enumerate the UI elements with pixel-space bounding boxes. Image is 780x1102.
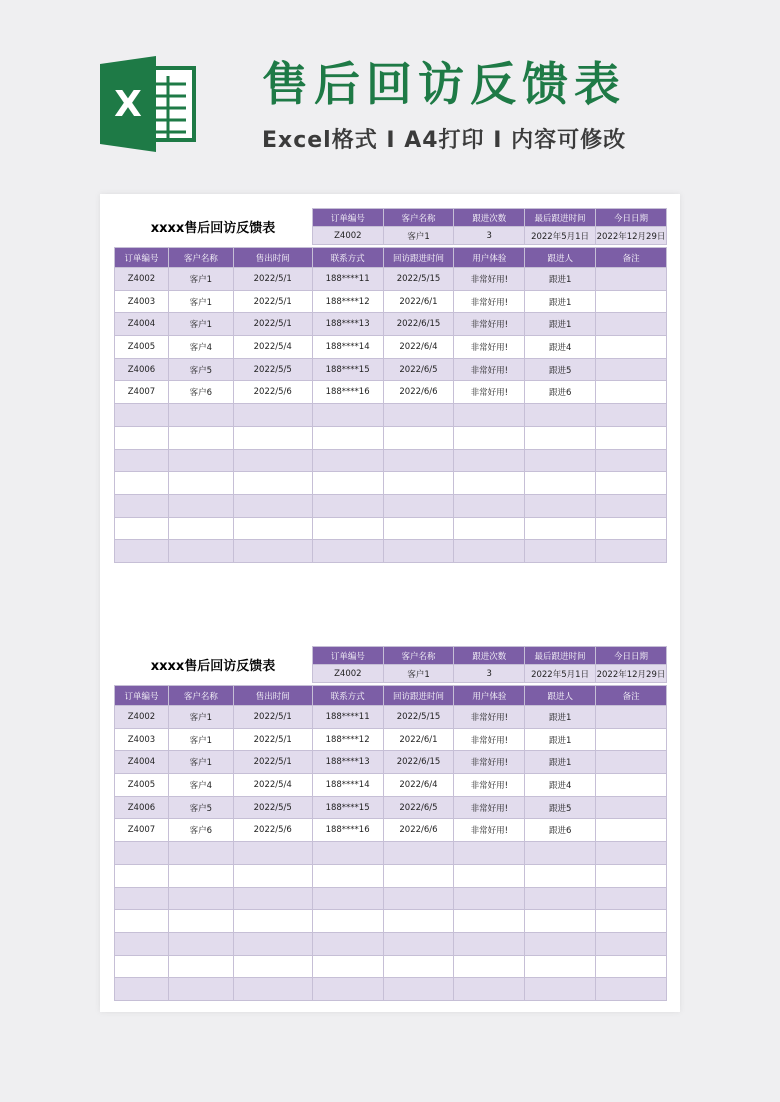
table-cell[interactable]: Z4007 (115, 381, 169, 404)
table-cell[interactable] (525, 472, 596, 495)
table-cell[interactable] (525, 404, 596, 427)
column-header: 售出时间 (233, 686, 312, 706)
info-header-cell: 订单编号 (313, 209, 384, 227)
table-cell[interactable] (454, 932, 525, 955)
table-cell[interactable] (383, 517, 454, 540)
table-cell[interactable] (596, 313, 667, 336)
table-cell[interactable] (525, 955, 596, 978)
page-subtitle: Excel格式 I A4打印 I 内容可修改 (262, 128, 627, 153)
column-header: 联系方式 (312, 686, 383, 706)
table-cell[interactable]: 客户1 (168, 706, 233, 729)
table-cell[interactable] (383, 978, 454, 1001)
table-cell[interactable] (525, 494, 596, 517)
table-cell[interactable] (454, 978, 525, 1001)
table-cell[interactable]: 2022/5/15 (383, 268, 454, 291)
table-row (115, 887, 667, 910)
table-cell[interactable] (168, 426, 233, 449)
table-row (115, 796, 667, 819)
table-cell[interactable] (383, 540, 454, 563)
column-header: 回访跟进时间 (383, 686, 454, 706)
table-cell[interactable]: 2022/6/15 (383, 751, 454, 774)
table-row (115, 268, 667, 291)
table-cell[interactable] (312, 932, 383, 955)
table-cell[interactable]: 客户1 (168, 728, 233, 751)
info-value-cell[interactable]: 2022年12月29日 (596, 665, 667, 683)
table-cell[interactable]: 客户4 (168, 774, 233, 797)
info-value-cell[interactable]: 3 (454, 227, 525, 245)
table-cell[interactable]: 跟进5 (525, 358, 596, 381)
table-cell[interactable]: 跟进6 (525, 381, 596, 404)
table-cell[interactable]: 跟进1 (525, 728, 596, 751)
info-header-cell: 最后跟进时间 (525, 647, 596, 665)
table-cell[interactable] (168, 910, 233, 933)
table-cell[interactable] (233, 517, 312, 540)
table-row (115, 819, 667, 842)
table-cell[interactable] (383, 449, 454, 472)
table-cell[interactable] (312, 978, 383, 1001)
table-cell[interactable] (596, 494, 667, 517)
table-cell[interactable] (312, 494, 383, 517)
table-cell[interactable] (596, 540, 667, 563)
table-cell[interactable]: 2022/5/6 (233, 819, 312, 842)
table-cell[interactable]: 188****12 (312, 290, 383, 313)
table-cell[interactable] (596, 336, 667, 359)
table-cell[interactable] (383, 864, 454, 887)
table-cell[interactable] (115, 404, 169, 427)
table-cell[interactable]: 非常好用! (454, 336, 525, 359)
table-cell[interactable] (454, 842, 525, 865)
table-cell[interactable] (525, 449, 596, 472)
table-cell[interactable] (312, 540, 383, 563)
table-cell[interactable] (168, 978, 233, 1001)
table-cell[interactable] (596, 955, 667, 978)
table-row (115, 449, 667, 472)
table-row (115, 494, 667, 517)
table-cell[interactable]: 2022/5/1 (233, 268, 312, 291)
table-cell[interactable] (596, 978, 667, 1001)
table-cell[interactable]: 188****15 (312, 796, 383, 819)
info-header-cell: 今日日期 (596, 209, 667, 227)
table-cell[interactable]: Z4003 (115, 290, 169, 313)
table-cell[interactable] (525, 932, 596, 955)
table-cell[interactable] (596, 774, 667, 797)
table-cell[interactable] (383, 955, 454, 978)
table-cell[interactable]: 非常好用! (454, 728, 525, 751)
info-value-cell[interactable]: 3 (454, 665, 525, 683)
info-header-cell: 客户名称 (383, 209, 454, 227)
table-cell[interactable] (596, 358, 667, 381)
table-cell[interactable] (312, 517, 383, 540)
table-cell[interactable] (454, 540, 525, 563)
table-row (115, 358, 667, 381)
column-header: 跟进人 (525, 686, 596, 706)
table-row (115, 540, 667, 563)
column-header: 售出时间 (233, 248, 312, 268)
table-cell[interactable]: 非常好用! (454, 313, 525, 336)
table-cell[interactable] (115, 540, 169, 563)
table-cell[interactable]: 跟进5 (525, 796, 596, 819)
table-cell[interactable] (525, 910, 596, 933)
table-cell[interactable]: 客户4 (168, 336, 233, 359)
table-cell[interactable]: 188****11 (312, 268, 383, 291)
table-cell[interactable] (115, 842, 169, 865)
info-header-cell: 客户名称 (383, 647, 454, 665)
table-cell[interactable]: 跟进1 (525, 290, 596, 313)
table-cell[interactable] (454, 517, 525, 540)
column-header: 跟进人 (525, 248, 596, 268)
table-row (115, 706, 667, 729)
table-cell[interactable] (168, 932, 233, 955)
column-header: 用户体验 (454, 248, 525, 268)
column-header: 订单编号 (115, 686, 169, 706)
table-cell[interactable]: Z4002 (115, 706, 169, 729)
table-row (115, 290, 667, 313)
table-cell[interactable]: Z4006 (115, 796, 169, 819)
column-header: 客户名称 (168, 686, 233, 706)
table-cell[interactable] (233, 978, 312, 1001)
table-cell[interactable]: 非常好用! (454, 819, 525, 842)
info-value-cell[interactable]: 2022年12月29日 (596, 227, 667, 245)
table-row (115, 842, 667, 865)
table-cell[interactable]: 非常好用! (454, 706, 525, 729)
table-row (115, 517, 667, 540)
table-cell[interactable]: 2022/6/6 (383, 819, 454, 842)
table-cell[interactable]: 188****13 (312, 751, 383, 774)
table-cell[interactable] (168, 494, 233, 517)
table-cell[interactable]: 2022/6/1 (383, 290, 454, 313)
table-cell[interactable]: 非常好用! (454, 751, 525, 774)
table-cell[interactable] (312, 864, 383, 887)
table-cell[interactable] (312, 910, 383, 933)
table-row (115, 955, 667, 978)
table-cell[interactable] (454, 955, 525, 978)
table-row (115, 313, 667, 336)
table-cell[interactable] (233, 404, 312, 427)
table-cell[interactable] (312, 887, 383, 910)
table-cell[interactable]: 跟进1 (525, 313, 596, 336)
table-cell[interactable]: 2022/5/4 (233, 336, 312, 359)
table-cell[interactable]: 2022/5/1 (233, 706, 312, 729)
table-cell[interactable]: 2022/6/4 (383, 336, 454, 359)
table-cell[interactable] (596, 706, 667, 729)
table-cell[interactable]: 跟进1 (525, 751, 596, 774)
table-cell[interactable] (233, 955, 312, 978)
table-cell[interactable] (454, 494, 525, 517)
table-cell[interactable]: 客户1 (168, 290, 233, 313)
feedback-table (114, 685, 667, 1001)
table-cell[interactable] (596, 268, 667, 291)
table-cell[interactable] (168, 449, 233, 472)
table-cell[interactable]: 客户6 (168, 819, 233, 842)
table-cell[interactable]: 188****14 (312, 774, 383, 797)
table-cell[interactable] (233, 864, 312, 887)
feedback-table (114, 247, 667, 563)
table-cell[interactable] (115, 910, 169, 933)
table-cell[interactable]: 2022/5/5 (233, 796, 312, 819)
table-cell[interactable] (525, 864, 596, 887)
table-cell[interactable] (383, 842, 454, 865)
table-cell[interactable] (233, 449, 312, 472)
table-cell[interactable] (596, 426, 667, 449)
table-cell[interactable] (115, 517, 169, 540)
table-cell[interactable] (168, 472, 233, 495)
table-cell[interactable] (383, 932, 454, 955)
table-row (115, 336, 667, 359)
table-cell[interactable]: 2022/5/1 (233, 313, 312, 336)
table-cell[interactable] (312, 426, 383, 449)
table-cell[interactable] (596, 910, 667, 933)
table-cell[interactable] (454, 472, 525, 495)
table-cell[interactable] (312, 449, 383, 472)
table-cell[interactable] (233, 426, 312, 449)
table-cell[interactable] (596, 796, 667, 819)
table-cell[interactable] (312, 472, 383, 495)
table-cell[interactable] (454, 887, 525, 910)
table-cell[interactable]: 2022/5/1 (233, 751, 312, 774)
table-cell[interactable] (233, 910, 312, 933)
table-cell[interactable] (168, 887, 233, 910)
column-header: 联系方式 (312, 248, 383, 268)
table-cell[interactable] (383, 426, 454, 449)
excel-logo-icon (100, 56, 198, 152)
table-cell[interactable]: 跟进6 (525, 819, 596, 842)
table-cell[interactable]: 2022/5/4 (233, 774, 312, 797)
table-cell[interactable] (312, 955, 383, 978)
table-row (115, 472, 667, 495)
table-cell[interactable]: 2022/5/1 (233, 290, 312, 313)
table-cell[interactable] (596, 449, 667, 472)
table-cell[interactable] (233, 472, 312, 495)
table-cell[interactable] (454, 449, 525, 472)
table-cell[interactable] (525, 978, 596, 1001)
column-header: 回访跟进时间 (383, 248, 454, 268)
table-cell[interactable] (115, 887, 169, 910)
table-cell[interactable] (233, 887, 312, 910)
table-cell[interactable] (168, 517, 233, 540)
form-title: xxxx售后回访反馈表 (150, 658, 276, 674)
table-cell[interactable]: 客户1 (168, 313, 233, 336)
table-cell[interactable] (312, 404, 383, 427)
info-header-cell: 最后跟进时间 (525, 209, 596, 227)
table-cell[interactable]: 2022/5/6 (233, 381, 312, 404)
table-cell[interactable]: 2022/6/15 (383, 313, 454, 336)
table-cell[interactable]: 2022/6/5 (383, 796, 454, 819)
table-cell[interactable] (596, 290, 667, 313)
table-cell[interactable] (233, 494, 312, 517)
table-cell[interactable]: 2022/6/1 (383, 728, 454, 751)
table-cell[interactable]: 客户1 (168, 751, 233, 774)
table-cell[interactable] (454, 910, 525, 933)
info-header-cell: 跟进次数 (454, 209, 525, 227)
table-cell[interactable] (115, 472, 169, 495)
table-cell[interactable] (115, 864, 169, 887)
table-cell[interactable] (168, 404, 233, 427)
table-cell[interactable]: 非常好用! (454, 381, 525, 404)
form-sheet (100, 194, 680, 1012)
table-cell[interactable] (168, 540, 233, 563)
column-header: 订单编号 (115, 248, 169, 268)
table-cell[interactable] (596, 517, 667, 540)
table-cell[interactable] (596, 932, 667, 955)
svg-text:X: X (114, 84, 142, 125)
table-row (115, 381, 667, 404)
table-row (115, 864, 667, 887)
info-header-cell: 今日日期 (596, 647, 667, 665)
info-header-cell: 订单编号 (313, 647, 384, 665)
table-cell[interactable]: 非常好用! (454, 774, 525, 797)
table-cell[interactable]: 非常好用! (454, 358, 525, 381)
info-value-cell[interactable]: Z4002 (313, 227, 384, 245)
table-cell[interactable] (596, 381, 667, 404)
table-cell[interactable] (168, 955, 233, 978)
table-cell[interactable] (383, 472, 454, 495)
order-info-table (312, 208, 667, 245)
table-row (115, 404, 667, 427)
info-header-cell: 跟进次数 (454, 647, 525, 665)
table-cell[interactable] (115, 449, 169, 472)
table-cell[interactable]: Z4005 (115, 774, 169, 797)
table-cell[interactable]: 2022/6/4 (383, 774, 454, 797)
table-row (115, 426, 667, 449)
order-info-table (312, 646, 667, 683)
table-row (115, 910, 667, 933)
table-cell[interactable] (596, 842, 667, 865)
table-cell[interactable]: Z4006 (115, 358, 169, 381)
table-cell[interactable] (383, 910, 454, 933)
table-cell[interactable]: Z4007 (115, 819, 169, 842)
table-cell[interactable]: 2022/6/6 (383, 381, 454, 404)
table-cell[interactable] (383, 494, 454, 517)
table-cell[interactable]: 2022/5/5 (233, 358, 312, 381)
table-cell[interactable] (596, 751, 667, 774)
table-cell[interactable] (454, 426, 525, 449)
info-value-cell[interactable]: 2022年5月1日 (525, 665, 596, 683)
table-cell[interactable] (115, 426, 169, 449)
column-header: 用户体验 (454, 686, 525, 706)
table-cell[interactable]: 188****11 (312, 706, 383, 729)
table-cell[interactable] (596, 404, 667, 427)
table-row (115, 728, 667, 751)
table-cell[interactable] (596, 472, 667, 495)
table-cell[interactable]: 188****15 (312, 358, 383, 381)
table-cell[interactable] (115, 978, 169, 1001)
table-cell[interactable]: Z4004 (115, 313, 169, 336)
table-cell[interactable]: 非常好用! (454, 268, 525, 291)
form-title: xxxx售后回访反馈表 (150, 220, 276, 236)
info-value-cell[interactable]: 客户1 (383, 665, 454, 683)
table-cell[interactable] (168, 842, 233, 865)
table-cell[interactable]: 188****16 (312, 381, 383, 404)
info-value-cell[interactable]: 客户1 (383, 227, 454, 245)
table-cell[interactable] (596, 887, 667, 910)
table-cell[interactable]: Z4004 (115, 751, 169, 774)
table-cell[interactable] (525, 517, 596, 540)
table-cell[interactable]: 2022/6/5 (383, 358, 454, 381)
table-cell[interactable]: 跟进1 (525, 706, 596, 729)
table-cell[interactable] (115, 932, 169, 955)
table-row (115, 978, 667, 1001)
table-cell[interactable]: 188****16 (312, 819, 383, 842)
page-title: 售后回访反馈表 (262, 57, 626, 111)
table-row (115, 751, 667, 774)
table-cell[interactable] (454, 864, 525, 887)
column-header: 客户名称 (168, 248, 233, 268)
table-cell[interactable] (525, 887, 596, 910)
table-cell[interactable] (168, 864, 233, 887)
table-cell[interactable] (233, 540, 312, 563)
banner (0, 0, 780, 190)
table-cell[interactable] (454, 404, 525, 427)
table-cell[interactable]: Z4002 (115, 268, 169, 291)
column-header: 备注 (596, 686, 667, 706)
table-cell[interactable] (383, 887, 454, 910)
table-cell[interactable]: 188****12 (312, 728, 383, 751)
table-cell[interactable]: 跟进4 (525, 774, 596, 797)
table-cell[interactable]: Z4005 (115, 336, 169, 359)
table-cell[interactable] (312, 842, 383, 865)
table-cell[interactable] (233, 842, 312, 865)
table-cell[interactable] (596, 819, 667, 842)
table-cell[interactable]: 2022/5/15 (383, 706, 454, 729)
table-cell[interactable]: 客户5 (168, 796, 233, 819)
table-cell[interactable] (233, 932, 312, 955)
table-row (115, 932, 667, 955)
table-cell[interactable]: 客户1 (168, 268, 233, 291)
table-cell[interactable] (525, 540, 596, 563)
table-cell[interactable] (596, 864, 667, 887)
table-cell[interactable]: 188****14 (312, 336, 383, 359)
table-cell[interactable]: 跟进4 (525, 336, 596, 359)
table-cell[interactable] (525, 842, 596, 865)
table-cell[interactable]: 客户5 (168, 358, 233, 381)
table-cell[interactable] (596, 728, 667, 751)
table-cell[interactable] (115, 494, 169, 517)
table-cell[interactable]: 188****13 (312, 313, 383, 336)
info-value-cell[interactable]: Z4002 (313, 665, 384, 683)
info-value-cell[interactable]: 2022年5月1日 (525, 227, 596, 245)
table-cell[interactable]: 非常好用! (454, 290, 525, 313)
table-cell[interactable]: Z4003 (115, 728, 169, 751)
table-cell[interactable]: 客户6 (168, 381, 233, 404)
table-cell[interactable] (525, 426, 596, 449)
column-header: 备注 (596, 248, 667, 268)
table-cell[interactable] (115, 955, 169, 978)
table-cell[interactable] (383, 404, 454, 427)
table-cell[interactable]: 非常好用! (454, 796, 525, 819)
table-row (115, 774, 667, 797)
table-cell[interactable]: 跟进1 (525, 268, 596, 291)
table-cell[interactable]: 2022/5/1 (233, 728, 312, 751)
